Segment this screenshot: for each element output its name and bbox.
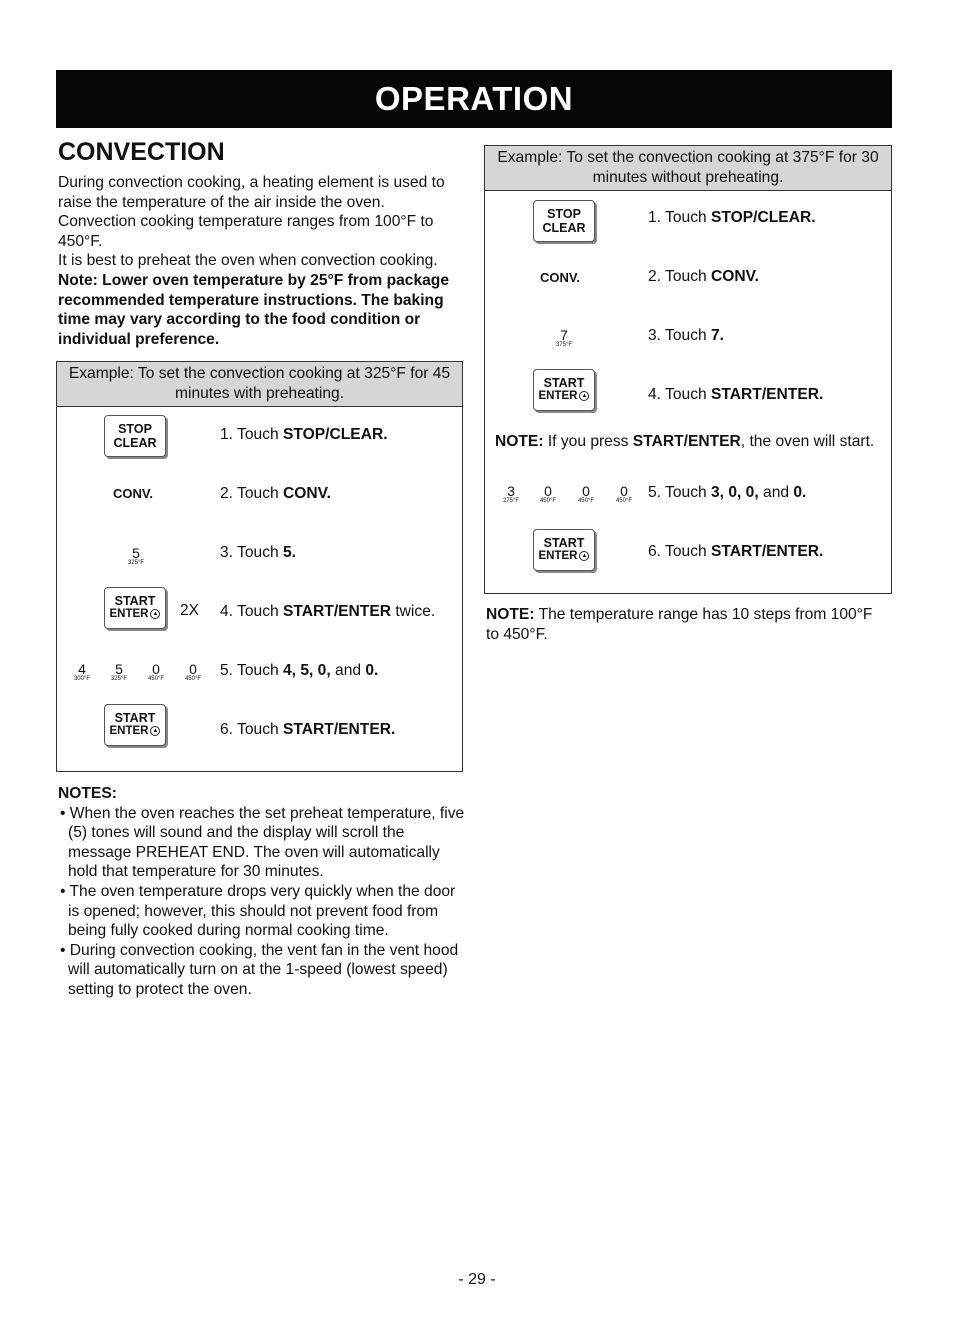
key-label: CLEAR — [113, 436, 157, 450]
notes-section — [58, 784, 466, 1000]
lock-icon: ▲ — [579, 551, 589, 561]
key-label: ENTER — [538, 390, 578, 402]
key-label: START — [114, 711, 156, 725]
stop-clear-key — [533, 200, 595, 242]
note-item: • The oven temperature drops very quickly when the door is opened; however, this should not prevent food from being fully cooked during normal cooking time. — [60, 882, 456, 940]
lock-icon: ▲ — [150, 726, 160, 736]
intro-paragraph: Convection cooking temperature ranges from 100°F to 450°F. — [58, 213, 434, 250]
key-label: STOP — [547, 207, 581, 221]
lock-icon: ▲ — [150, 609, 160, 619]
key-label: START — [543, 536, 585, 550]
left-example-header: Example: To set the convection cooking at 325°F for 45 minutes with preheating. — [57, 362, 462, 407]
intro-text — [58, 173, 468, 349]
section-heading: CONVECTION — [58, 138, 225, 166]
left-step-6: 6. Touch START/ENTER. — [220, 721, 396, 738]
key-label: ENTER — [538, 550, 578, 562]
right-example-header: Example: To set the convection cooking at 375°F for 30 minutes without preheating. — [485, 146, 891, 191]
start-enter-key — [533, 529, 595, 571]
notes-heading: NOTES: — [58, 785, 117, 802]
right-note: NOTE: If you press START/ENTER, the oven will start. — [495, 433, 875, 450]
right-step-5: 5. Touch 3, 0, 0, and 0. — [648, 484, 807, 501]
key-label: START — [114, 594, 156, 608]
key-label: ENTER — [109, 725, 149, 737]
left-step-1: 1. Touch STOP/CLEAR. — [220, 426, 388, 443]
conv-key: CONV. — [113, 486, 153, 501]
key-label: START — [543, 376, 585, 390]
start-enter-key — [533, 369, 595, 411]
page-banner: OPERATION — [56, 70, 892, 128]
left-step-4: 4. Touch START/ENTER twice. — [220, 603, 436, 620]
number-key: 0 450°F — [147, 661, 165, 682]
start-enter-key — [104, 587, 166, 629]
left-step-5: 5. Touch 4, 5, 0, and 0. — [220, 662, 379, 679]
left-step-3: 3. Touch 5. — [220, 544, 297, 561]
number-key: 0 450°F — [539, 483, 557, 504]
key-label: ENTER — [109, 608, 149, 620]
number-key: 0 450°F — [577, 483, 595, 504]
number-key: 7 375°F — [555, 327, 573, 348]
right-step-3: 3. Touch 7. — [648, 327, 725, 344]
right-step-4: 4. Touch START/ENTER. — [648, 386, 824, 403]
right-step-6: 6. Touch START/ENTER. — [648, 543, 824, 560]
temperature-range-note: NOTE: The temperature range has 10 steps from 100°F to 450°F. — [486, 606, 873, 643]
note-item: • During convection cooking, the vent fan in the vent hood will automatically turn on at the 1-speed (lowest speed) setting to protect the oven. — [60, 941, 459, 998]
number-key: 4 300°F — [73, 661, 91, 682]
intro-note: Note: Lower oven temperature by 25°F from package recommended temperature instructions. The baking time may vary according to the food condition or individual preference. — [58, 271, 449, 348]
page-number: - 29 - — [458, 1271, 496, 1288]
number-key: 0 450°F — [184, 661, 202, 682]
multiplier: 2X — [180, 602, 200, 619]
number-key: 0 450°F — [615, 483, 633, 504]
conv-key: CONV. — [540, 270, 580, 285]
stop-clear-key — [104, 415, 166, 457]
number-key: 3 275°F — [502, 483, 520, 504]
right-step-1: 1. Touch STOP/CLEAR. — [648, 209, 816, 226]
lock-icon: ▲ — [579, 391, 589, 401]
note-item: • When the oven reaches the set preheat temperature, five (5) tones will sound and the display will scroll the message PREHEAT END. The oven will automatically hold that temperature for 30 minutes. — [60, 804, 465, 881]
left-step-2: 2. Touch CONV. — [220, 485, 331, 502]
number-key: 5 325°F — [127, 545, 145, 566]
start-enter-key — [104, 704, 166, 746]
intro-paragraph: It is best to preheat the oven when convection cooking. — [58, 252, 438, 270]
key-label: STOP — [118, 422, 152, 436]
number-key: 5 325°F — [110, 661, 128, 682]
intro-paragraph: During convection cooking, a heating element is used to raise the temperature of the air inside the oven. — [58, 174, 445, 211]
key-label: CLEAR — [542, 221, 586, 235]
right-step-2: 2. Touch CONV. — [648, 268, 759, 285]
